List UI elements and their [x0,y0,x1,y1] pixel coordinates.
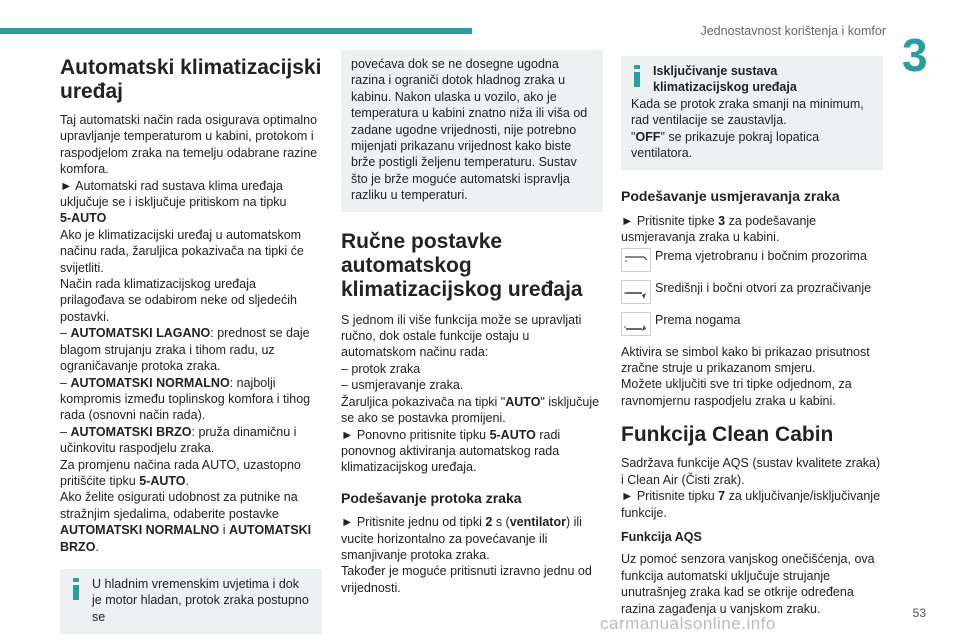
column-3 [621,56,883,617]
mode-item: – AUTOMATSKI NORMALNO: najbolji kompromis između toplinskog komfora i tihog rada (osnovni način rada). [60,375,311,423]
instruction: ► Pritisnite tipke 3 za podešavanje usmjeravanja zraka u kabini. [621,213,817,245]
paragraph: Sadržava funkcije AQS (sustav kvalitete zraka) i Clean Air (Čisti zrak). [621,456,881,487]
mode-item: – AUTOMATSKI BRZO: pruža dinamičnu i učinkovitu raspodjelu zraka. [60,424,297,456]
info-note-continued: povećava dok se ne dosegne ugodna razina i ograniči dotok hladnog zraka u kabinu. Nakon ulaska u vozilo, ako je temperatura u kabini znatno niža ili viša od zadane ugodne vrijednosti, nije potrebno mijenjati prikazanu vrijednost kako biste brže postigli željenu temperaturu. Sustav što je brže moguće automatski ispravlja razliku u temperaturi. [341,50,603,212]
info-note: U hladnim vremenskim uvjetima i dok je motor hladan, protok zraka postupno se [60,569,322,634]
paragraph: Uz pomoć senzora vanjskog onečišćenja, ova funkcija automatski uključuje strujanje unutrašnjeg zraka kad se otkrije određena razina zagađenja u vanjskom zraku. [621,552,875,616]
paragraph: Aktivira se simbol kako bi prikazao prisutnost zračne struje u prikazanom smjeru. [621,344,870,376]
instruction: ► Ponovno pritisnite tipku 5-AUTO radi ponovnog aktiviranja automatskog rada klimatizacijskog uređaja. [341,427,561,475]
paragraph: Ako je klimatizacijski uređaj u automatskom načinu rada, žaruljica pokazivača na tipki će svijetliti. [60,227,304,275]
info-note-off: Isključivanje sustava klimatizacijskog uređaja Kada se protok zraka smanji na minimum, rad ventilacije se zaustavlja. "OFF" se prikazuje pokraj lopatica ventilatora. [621,56,883,170]
paragraph: Taj automatski način rada osigurava optimalno upravljanje temperaturom u kabini, protokom i raspodjelom zraka na temelju odabrane razine komfora. [60,113,318,177]
vent-option-center: Središnji i bočni otvori za prozračivanje [621,280,883,304]
header-accent-bar [0,28,472,34]
info-icon [70,578,82,600]
paragraph: Možete uključiti sve tri tipke odjednom, za ravnomjernu raspodjelu zraka u kabini. [621,377,852,408]
paragraph: Način rada klimatizacijskog uređaja prilagođava se odabirom neke od sljedećih postavki. [60,277,297,324]
center-vent-icon [621,280,651,304]
list-item: – usmjeravanje zraka. [341,378,464,393]
page-number: 53 [912,606,926,620]
column-2 [341,56,603,596]
paragraph: Ako želite osigurati udobnost za putnike na stražnjim sjedalima, odaberite postavke AUTOMATSKI NORMALNO i AUTOMATSKI BRZO. [60,490,312,554]
info-icon [631,65,643,87]
feet-vent-icon [621,312,651,336]
vent-option-windscreen: Prema vjetrobranu i bočnim prozorima [621,248,883,272]
subsection-title-direction: Podešavanje usmjeravanja zraka [621,188,840,205]
section-title-clean-cabin: Funkcija Clean Cabin [621,423,834,447]
watermark: carmanualsonline.info [600,614,776,633]
subsection-title-aqs: Funkcija AQS [621,529,702,544]
paragraph: Žaruljica pokazivača na tipki "AUTO" isključuje se ako se postavka promijeni. [341,394,600,426]
list-item: – protok zraka [341,361,421,376]
running-header: Jednostavnost korištenja i komfor [700,24,886,38]
mode-item: – AUTOMATSKI LAGANO: prednost se daje blagom strujanju zraka i tihom radu, uz ograničavanje protoka zraka. [60,326,310,374]
chapter-number: 3 [902,29,928,81]
column-1 [60,56,322,634]
vent-option-feet: Prema nogama [621,312,883,336]
section-title-manual-settings: Ručne postavke automatskog klimatizacijskog uređaja [341,229,583,301]
subsection-title-airflow: Podešavanje protoka zraka [341,489,522,506]
instruction: ► Automatski rad sustava klima uređaja uključuje se i isključuje pritiskom na tipku 5-AUTO [60,178,287,226]
paragraph: S jednom ili više funkcija može se upravljati ručno, dok ostale funkcije ostaju u automatskom načinu rada: [341,312,582,360]
instruction: ► Pritisnite jednu od tipki 2 s (ventilator) ili vucite horizontalno za povećavanje ili smanjivanje protoka zraka. [341,515,582,562]
paragraph: Za promjenu načina rada AUTO, uzastopno pritišćite tipku 5-AUTO. [60,457,301,488]
windscreen-vent-icon [621,248,651,272]
instruction: ► Pritisnite tipku 7 za uključivanje/isključivanje funkcije. [621,489,881,520]
section-title-auto-ac: Automatski klimatizacijski uređaj [60,56,322,103]
paragraph: Također je moguće pritisnuti izravno jednu od vrijednosti. [341,564,592,595]
